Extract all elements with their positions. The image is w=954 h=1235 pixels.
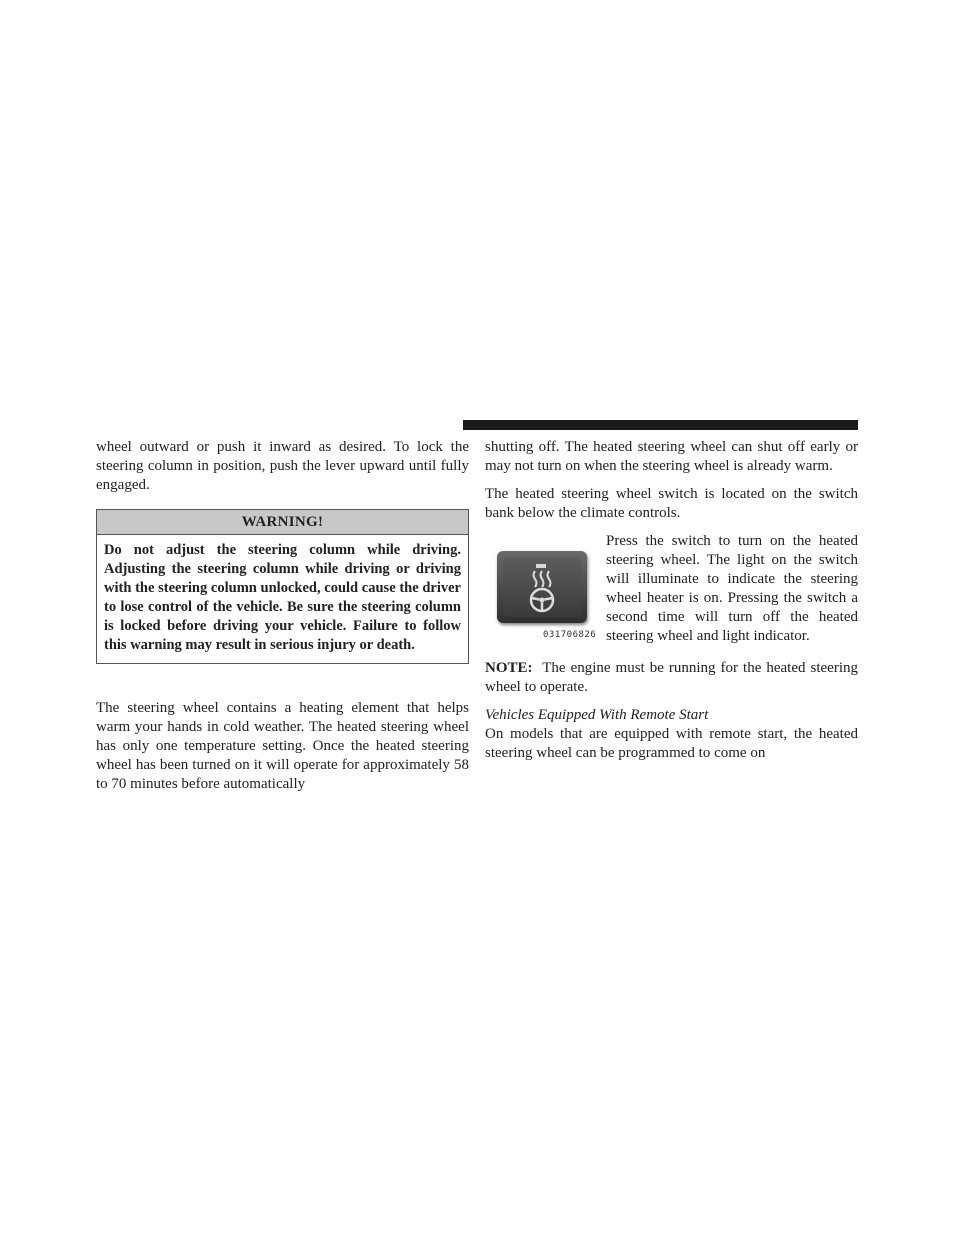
heated-steering-wheel-switch-figure — [485, 542, 595, 650]
note-label: NOTE: — [485, 660, 533, 676]
figure-code: 031706826 — [543, 630, 597, 640]
right-column — [485, 438, 858, 763]
warning-body: Do not adjust the steering column while driving. Adjusting the steering column while driving or driving with the steering column unlocked, could cause the driver to lose control of the vehicle. Be sure the steering column is locked before driving your vehicle. Failure to follow this warning may result in serious injury or death. — [104, 542, 461, 653]
left-column — [96, 438, 469, 794]
note-paragraph — [485, 659, 858, 697]
paragraph-shutoff: shutting off. The heated steering wheel can shut off early or may not turn on when the steering wheel is already warm. — [485, 439, 858, 474]
paragraph-press-switch: Press the switch to turn on the heated steering wheel. The light on the switch will illuminate to indicate the steering wheel heater is on. Pressing the switch a second time will turn off the heated steering wheel and light indicator. — [606, 533, 858, 644]
paragraph-lock-column: wheel outward or push it inward as desired. To lock the steering column in position, push the lever upward until fully engaged. — [96, 439, 469, 493]
figure-row — [485, 532, 858, 650]
warning-box — [96, 509, 469, 664]
heated-steering-wheel-icon — [523, 569, 561, 613]
note-text: The engine must be running for the heated steering wheel to operate. — [485, 660, 858, 695]
indicator-light — [536, 564, 546, 568]
paragraph-switch-location: The heated steering wheel switch is located on the switch bank below the climate controls. — [485, 486, 858, 521]
subheading-remote-start: Vehicles Equipped With Remote Start — [485, 707, 709, 723]
switch-button-image — [497, 551, 587, 623]
warning-title: WARNING! — [97, 510, 468, 535]
section-header-bar — [463, 420, 858, 430]
paragraph-remote-start: On models that are equipped with remote start, the heated steering wheel can be programmed to come on — [485, 726, 858, 761]
paragraph-heated-wheel: The steering wheel contains a heating element that helps warm your hands in cold weather. The heated steering wheel has only one temperature setting. Once the heated steering wheel has been turned on it will operate for approximately 58 to 70 minutes before automatically — [96, 700, 469, 792]
